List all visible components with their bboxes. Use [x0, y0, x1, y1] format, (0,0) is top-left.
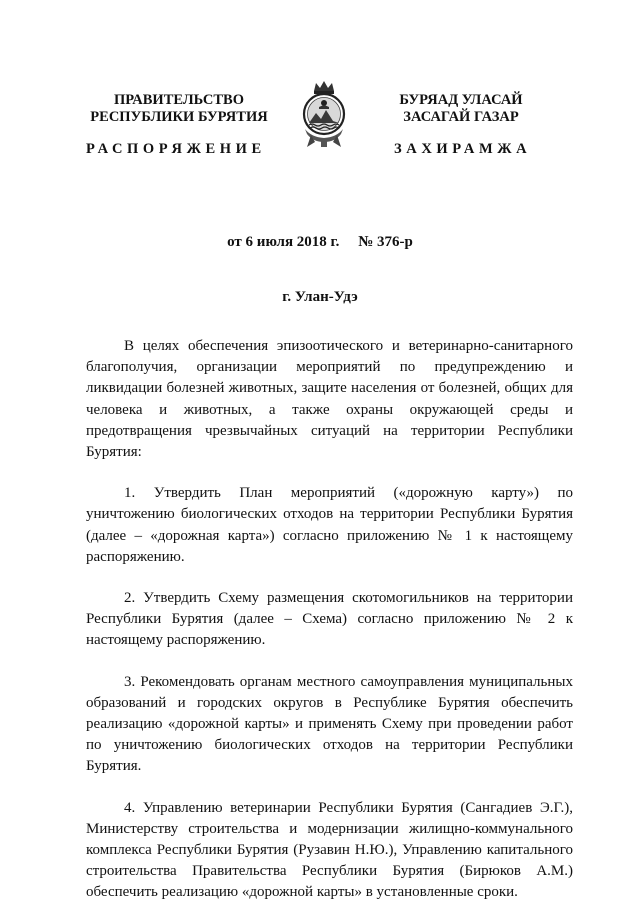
- government-name-bua: [384, 92, 538, 126]
- item-3-paragraph: 3. Рекомендовать органам местного самоуправления муниципальных образований и городских округов в Республике Бурятия обеспечить реализацию «дорожной карты» и применять Схему при проведении работ по уничтожению биологических отходов на территории Республики Бурятия.: [86, 673, 573, 775]
- item-2-paragraph: 2. Утвердить Схему размещения скотомогильников на территории Республики Бурятия (далее – Схема) согласно приложению № 2 к настоящему распоряжению.: [86, 590, 573, 649]
- document-date: от 6 июля 2018 г.: [227, 234, 340, 250]
- item-1-paragraph: 1. Утвердить План мероприятий («дорожную карту») по уничтожению биологических отходов на территории Республики Бурятия (далее – «дорожная карта») согласно приложению № 1 к настоящему распоряжению.: [86, 485, 573, 565]
- government-name-ru: [86, 92, 272, 126]
- government-name-bua-line2: ЗАСАГАЙ ГАЗАР: [403, 109, 519, 125]
- document-number: № 376-р: [358, 234, 413, 250]
- document-body: [86, 336, 573, 924]
- preamble-paragraph: В целях обеспечения эпизоотического и ветеринарно-санитарного благополучия, организации мероприятий по предупреждению и ликвидации болезней животных, защите населения от болезней, общих для человека и животных, а также охраны окружающей среды и предотвращения чрезвычайных ситуаций на территории Республики Бурятия:: [86, 338, 573, 461]
- document-type-bua: ЗАХИРАМЖА: [394, 141, 532, 157]
- item-4-paragraph: 4. Управлению ветеринарии Республики Бурятия (Сангадиев Э.Г.), Министерству строительства и модернизации жилищно-коммунального комплекса Республики Бурятия (Рузавин Н.Ю.), Управлению капитального строительства Правительства Республики Бурятия (Бирюков А.М.) обеспечить реализацию «дорожной карты» в установленные сроки.: [86, 799, 573, 901]
- buryatia-coat-of-arms-icon: [297, 79, 351, 151]
- government-name-ru-line1: ПРАВИТЕЛЬСТВО: [114, 92, 244, 108]
- document-city: г. Улан-Удэ: [282, 289, 358, 305]
- document-type-ru: РАСПОРЯЖЕНИЕ: [86, 141, 266, 157]
- date-number-line: [0, 234, 640, 251]
- government-name-ru-line2: РЕСПУБЛИКИ БУРЯТИЯ: [90, 109, 268, 125]
- government-name-bua-line1: БУРЯАД УЛАСАЙ: [399, 92, 523, 108]
